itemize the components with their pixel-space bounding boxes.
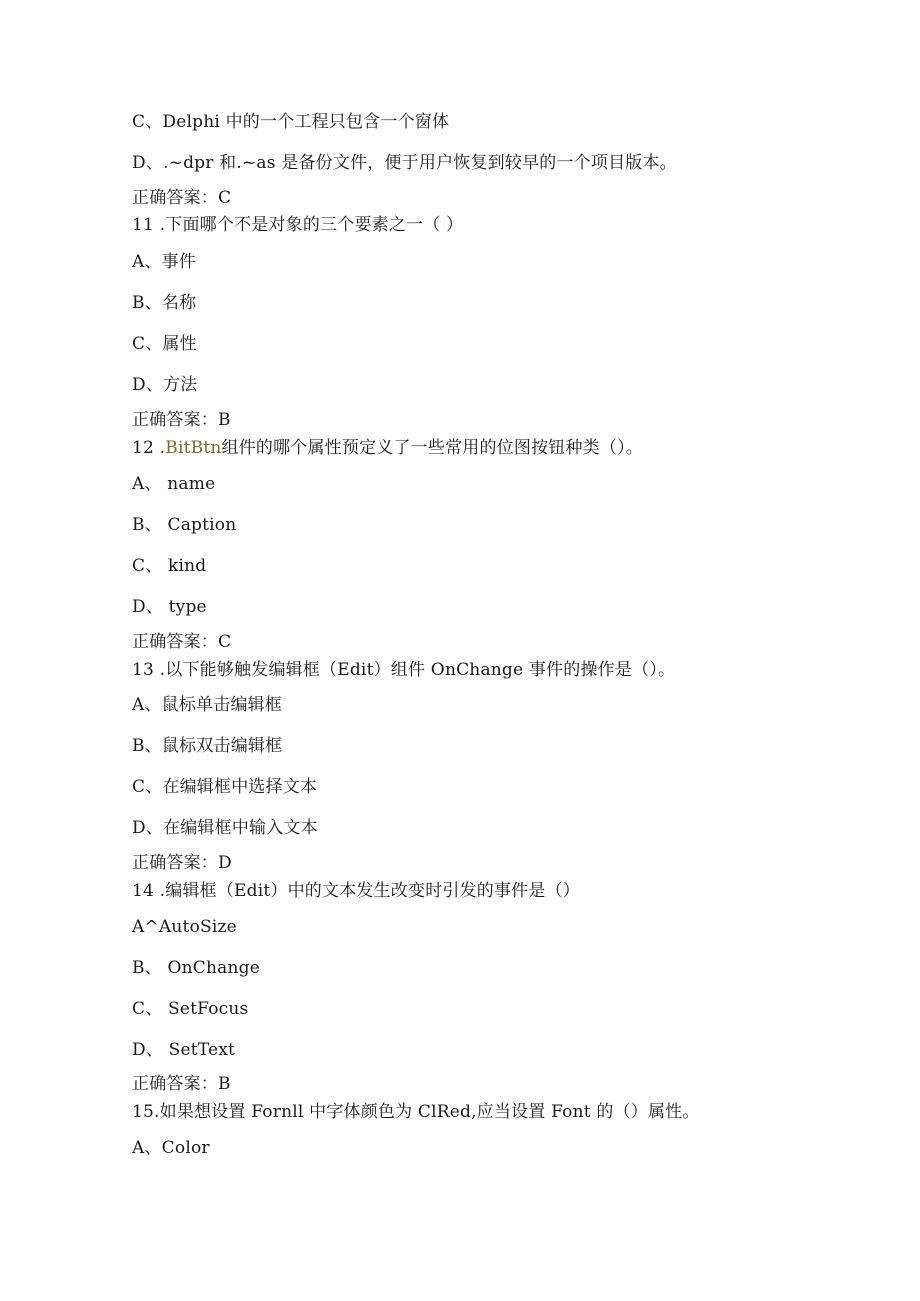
q10-option-c: C、Delphi 中的一个工程只包含一个窗体 bbox=[132, 112, 450, 132]
q12-option-b: B、 Caption bbox=[132, 515, 237, 535]
q12-question bbox=[132, 437, 643, 459]
q12-option-c: C、 kind bbox=[132, 556, 207, 576]
q12-number: 12 . bbox=[132, 438, 166, 458]
q12-bitbtn-term: BitBtn bbox=[165, 438, 222, 458]
q14-option-c: C、 SetFocus bbox=[132, 999, 249, 1019]
q13-option-c: C、在编辑框中选择文本 bbox=[132, 777, 318, 797]
q15-option-a: A、Color bbox=[132, 1138, 210, 1158]
q10-option-d: D、.~dpr 和.~as 是备份文件，便于用户恢复到较早的一个项目版本。 bbox=[132, 153, 677, 173]
q11-option-a: A、事件 bbox=[132, 252, 197, 272]
q11-option-c: C、属性 bbox=[132, 334, 197, 354]
q12-answer: 正确答案：C bbox=[132, 632, 232, 652]
q13-option-a: A、鼠标单击编辑框 bbox=[132, 695, 283, 715]
q14-question: 14 .编辑框（Edit）中的文本发生改变时引发的事件是（） bbox=[132, 881, 580, 901]
q12-option-d: D、 type bbox=[132, 597, 207, 617]
q13-question: 13 .以下能够触发编辑框（Edit）组件 OnChange 事件的操作是（）。 bbox=[132, 660, 676, 680]
q11-question: 11 .下面哪个不是对象的三个要素之一（ ） bbox=[132, 215, 464, 235]
q10-answer: 正确答案：C bbox=[132, 188, 232, 208]
q11-option-b: B、名称 bbox=[132, 293, 197, 313]
q15-question: 15.如果想设置 Fornll 中字体颜色为 ClRed,应当设置 Font 的（）属性。 bbox=[132, 1102, 700, 1122]
q13-option-b: B、鼠标双击编辑框 bbox=[132, 736, 283, 756]
q13-option-d: D、在编辑框中输入文本 bbox=[132, 818, 318, 838]
q12-option-a: A、 name bbox=[132, 474, 216, 494]
q11-option-d: D、方法 bbox=[132, 375, 198, 395]
q12-question-text: 组件的哪个属性预定义了一些常用的位图按钮种类（）。 bbox=[221, 438, 643, 458]
q13-answer: 正确答案：D bbox=[132, 853, 232, 873]
q14-option-b: B、 OnChange bbox=[132, 958, 260, 978]
q14-option-d: D、 SetText bbox=[132, 1040, 236, 1060]
q11-answer: 正确答案：B bbox=[132, 410, 231, 430]
q14-answer: 正确答案：B bbox=[132, 1074, 231, 1094]
q14-option-a: A^AutoSize bbox=[132, 917, 237, 937]
